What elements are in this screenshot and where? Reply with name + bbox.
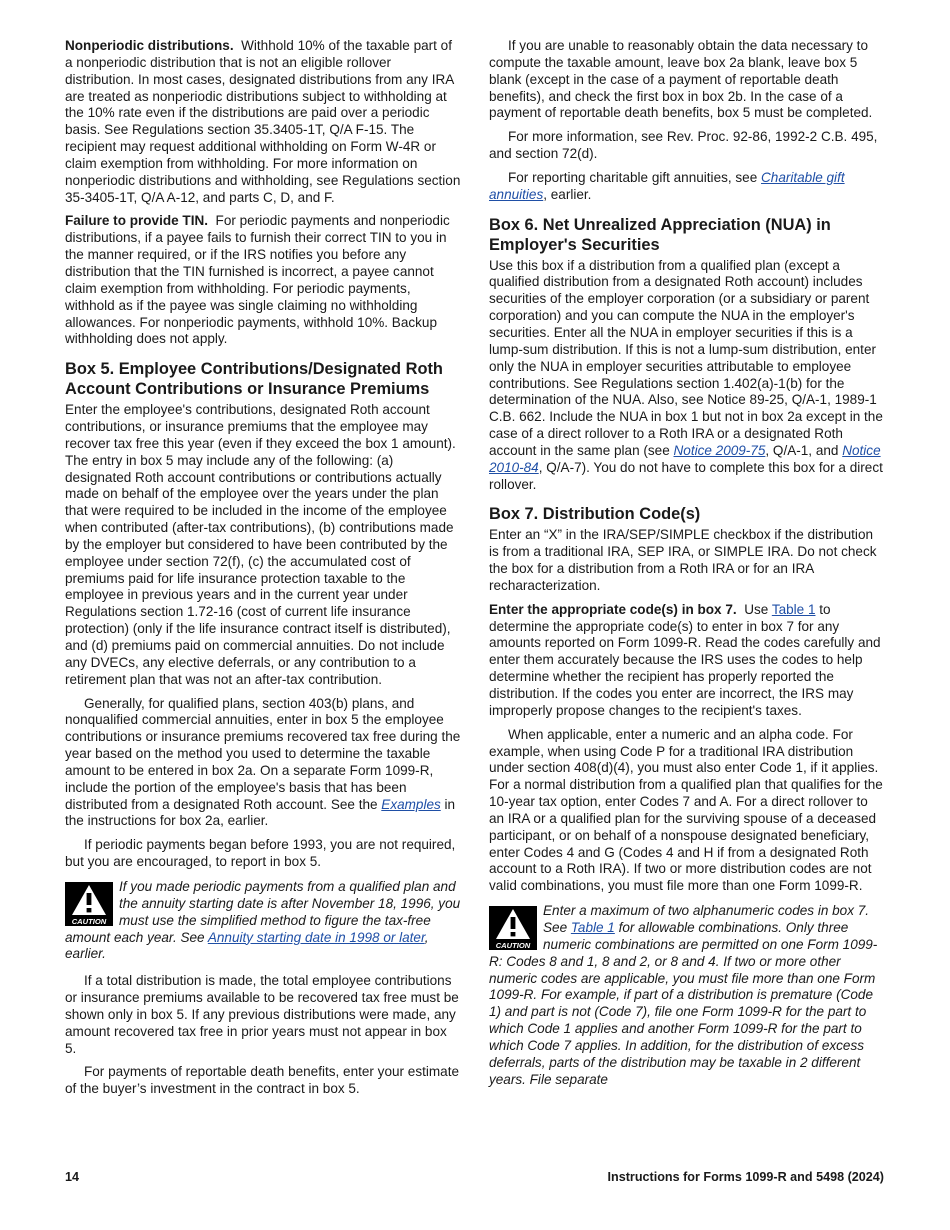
paragraph-text: For reporting charitable gift annuities, see [508,169,758,185]
run-in-heading: Nonperiodic distributions. [65,38,234,53]
caution-text: for allowable combinations. Only three numeric combinations are permitted on one Form 1099-R: Codes 8 and 1, 8 and 2, or 8 and 4. If two or more other numeric codes are applicable, you must file more than one Form 1099-R. For example, if part of a distribution is premature (Code 1) and part is not (Code 7), file one Form 1099-R for the part to which Code 1 applies and another Form 1099-R for the part to which Code 7 applies. In addition, for the distribution of excess deferrals, parts of the distribution may be taxable in 2 different years. File separate [489,919,878,1087]
paragraph-text: Use this box if a distribution from a qualified plan (except a qualified distribution from a designated Roth account) includes securities of the employer corporation (or a subsidiary or parent corporation) and you can compute the NUA in the employer's securities. Enter all the NUA in employer securities if this is a lump-sum distribution. If this is not a lump-sum distribution, enter only the NUA in employer securities attributable to employee contributions. See Regulations section 1.402(a)-1(b) for the determination of the NUA. Also, see Notice 89-25, Q/A-1, 1989-1 C.B. 662. Include the NUA in box 1 but not in box 2a except in the case of a direct rollover to a Roth IRA or a designated Roth account in the same plan (see [489,257,883,458]
box5-continued-paragraph [489,170,885,204]
box5-paragraph [65,696,461,831]
paragraph-text: , earlier. [543,186,592,202]
paragraph-text: in the instructions for box 2a, earlier. [65,796,456,829]
box7-paragraph: When applicable, enter a numeric and an alpha code. For example, when using Code P for a traditional IRA distribution under section 408(d)(4), you must also enter Code 1, if it applies. For a normal distribution from a qualified plan that qualifies for the 10-year tax option, enter Codes 7 and A. For a direct rollover to an IRA or a qualified plan for the surviving spouse of a deceased participant, or on behalf of a nonspouse designated beneficiary, enter Codes 4 and G (Codes 4 and H if from a designated Roth account to a Roth IRA). If two or more distribution codes are not valid combinations, you must file more than one Form 1099-R. [489,726,883,894]
box5-paragraph: If a total distribution is made, the total employee contributions or insurance premiums available to be recovered tax free must be shown only in box 5. If any previous distributions were made, any amount recovered tax free in prior years must not appear in box 5. [65,973,459,1056]
box5-heading: Box 5. Employee Contributions/Designated Roth Account Contributions or Insurance Premiums [65,360,443,399]
right-column [489,38,885,1098]
caution-note [65,879,461,963]
caution-text: Enter a maximum of two alphanumeric codes in box 7. See [543,903,870,935]
box5-paragraph: Enter the employee's contributions, designated Roth account contributions, or insurance premiums that the employee may recover tax free this year (even if they exceed the box 1 amount). The entry in box 5 may include any of the following: (a) designated Roth account contributions or contributions actually made on behalf of the employee over the years under the plan that were required to be included in the income of the employee when contributed (after-tax contributions), (b) contributions made by the employer but considered to have been contributed by the employee under section 72(f), (c) the accumulated cost of premiums paid for life insurance protection taxable to the employee in previous years and in the current year under Regulations section 1.72-16 (cost of current life insurance protection) (only if the life insurance contract itself is distributed), and (d) premiums paid on commercial annuities. Do not include any DVECs, any elective deferrals, or any contribution to a retirement plan that was not an after-tax contribution. [65,402,456,687]
paragraph-text: , Q/A-1, and [765,442,839,458]
left-column [65,38,461,1105]
table-1-link[interactable]: Table 1 [771,601,816,617]
paragraph-text: Withhold 10% of the taxable part of a nonperiodic distribution that is not an eligible rollover distribution. In most cases, designated distributions from any IRA are treated as nonperiodic distributions subject to withholding at the 10% rate even if the distributions are paid over a periodic basis. See Regulations section 35.3405-1T, Q/A F-15. The recipient may request additional withholding on Form W-4R or claim exemption from withholding. For more information on nonperiodic distributions and withholding, see Regulations section 35-3405-1T, Q/A A-12, and parts C, D, and F. [65,38,461,205]
paragraph-text: to determine the appropriate code(s) to enter in box 7 for any amounts reported on Form 1099-R. Read the codes carefully and enter them accurately because the IRS uses the codes to help determine whether the recipient has properly reported the distribution. If the codes you enter are incorrect, the IRS may improperly propose changes to the recipient's taxes. [489,601,881,718]
box6-heading: Box 6. Net Unrealized Appreciation (NUA) in Employer's Securities [489,215,831,254]
box6-paragraph [489,258,885,494]
caution-label: CAUTION [71,916,107,926]
paragraph-text: Use [744,601,769,617]
box5-paragraph: For payments of reportable death benefits, enter your estimate of the buyer’s investment in the contract in box 5. [65,1064,460,1097]
footer-title: Instructions for Forms 1099-R and 5498 (2024) [607,1170,884,1184]
run-in-heading: Failure to provide TIN. [65,213,209,229]
caution-icon [65,882,113,926]
run-in-heading: Enter the appropriate code(s) in box 7. [489,601,737,617]
table-1-link[interactable]: Table 1 [570,919,615,935]
box5-continued-paragraph: For more information, see Rev. Proc. 92-86, 1992-2 C.B. 495, and section 72(d). [489,129,878,162]
caution-text: , earlier. [65,929,429,962]
paragraph-text: , Q/A-7). You do not have to complete this box for a direct rollover. [489,459,883,492]
box5-continued-paragraph: If you are unable to reasonably obtain the data necessary to compute the taxable amount, leave box 2a blank, leave box 5 blank (except in the case of a payment of reportable death benefits), and check the first box in box 2b. In the case of a payment of reportable death benefits, box 5 must be completed. [489,38,873,121]
page-number: 14 [65,1170,80,1184]
paragraph-text: Generally, for qualified plans, section 403(b) plans, and nonqualified commercial annuities, enter in box 5 the employee contributions or insurance premiums recovered tax free during the year based on the method you used to determine the taxable amount to be entered in box 2a. On a separate Form 1099-R, include the portion of the employee's basis that has been distributed from a designated Roth account. See the [65,695,461,812]
box7-paragraph: Enter an “X” in the IRA/SEP/SIMPLE checkbox if the distribution is from a traditional IRA, SEP IRA, or SIMPLE IRA. Do not check the box for a distribution from a Roth IRA or for an IRA recharacterization. [489,527,877,593]
box7-paragraph [489,602,885,720]
notice-2010-84-link[interactable]: Notice 2010-84 [489,442,881,475]
box5-paragraph: If periodic payments began before 1993, you are not required, but you are encouraged, to report in box 5. [65,837,456,870]
caution-icon [489,906,537,950]
caution-text: If you made periodic payments from a qualified plan and the annuity starting date is after November 18, 1996, you must use the simplified method to figure the tax-free amount each year. See [65,878,461,945]
box7-heading: Box 7. Distribution Code(s) [489,505,701,524]
charitable-gift-annuities-link[interactable]: Charitable gift annuities [489,169,845,202]
caution-note [489,903,885,1088]
nonperiodic-paragraph [65,38,461,206]
caution-label: CAUTION [495,941,531,951]
annuity-starting-date-link[interactable]: Annuity starting date in 1998 or later [207,929,425,945]
examples-link[interactable]: Examples [381,796,441,812]
failure-tin-paragraph [65,213,461,348]
notice-2009-75-link[interactable]: Notice 2009-75 [673,442,766,458]
paragraph-text: For periodic payments and nonperiodic distributions, if a payee fails to furnish their correct TIN to you in the manner required, or if the IRS notifies you before any distribution that the TIN furnished is incorrect, a payee cannot claim exemption from withholding. For periodic payments, withhold as if the payee was single claiming no withholding allowances. For nonperiodic payments, withhold 10%. Backup withholding does not apply. [65,213,450,347]
